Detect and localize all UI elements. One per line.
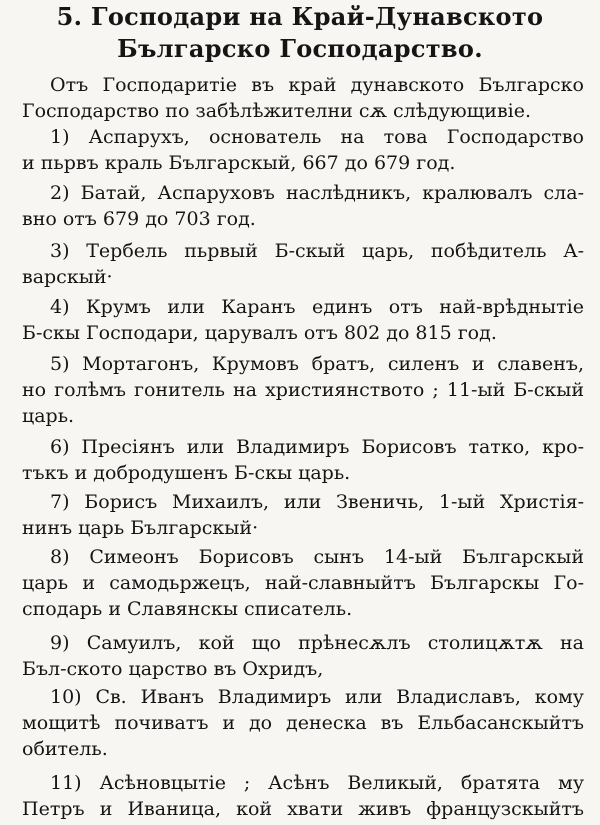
entry-line: царь и самодьржецъ, най-славныйтъ Българскы Го-: [22, 572, 584, 594]
intro-line: Отъ Господаритіе въ край дунавското Българско: [50, 74, 584, 96]
entry-line: и пьрвъ краль Българскый, 667 до 679 год.: [22, 152, 456, 174]
entry-line: но голѣмъ гонитель на християнството ; 11-ый Б-скый: [22, 379, 584, 401]
entry-line: 7) Борисъ Михаилъ, или Звеничь, 1-ый Христія-: [50, 491, 584, 513]
entry-line: Б-скы Господари, царувалъ отъ 802 до 815 год.: [22, 322, 497, 344]
entry-line: вно отъ 679 до 703 год.: [22, 208, 256, 230]
entry-line: 6) Пресіянъ или Владимиръ Борисовъ татко, кро-: [50, 436, 584, 458]
entry-line: 9) Самуилъ, кой що прѣнесѫлъ столицѫтѫ на: [50, 632, 584, 654]
entry-line: обитель.: [22, 738, 108, 760]
entry-line: 4) Крумъ или Каранъ единъ отъ най-врѣднытіе: [50, 296, 584, 318]
entry-line: 2) Батай, Аспаруховъ наслѣдникъ, кралювалъ сла-: [50, 182, 584, 204]
entry-line: 5) Мортагонъ, Крумовъ братъ, силенъ и славенъ,: [50, 353, 584, 375]
entry-line: тъкъ и добродушенъ Б-скы царь.: [22, 462, 351, 484]
entry-line: сподарь и Славянскы списатель.: [22, 598, 353, 620]
entry-line: 10) Св. Иванъ Владимиръ или Владиславъ, кому: [50, 686, 584, 708]
entry-line: варскый·: [22, 266, 113, 288]
heading-line-2: Българско Господарство.: [117, 34, 483, 63]
entry-line: 11) Асѣновцытіе ; Асѣнъ Великый, братята му: [50, 772, 584, 794]
heading-line-1: 5. Господари на Край-Дунавското: [56, 2, 544, 31]
entry-line: Петръ и Иваница, кой хвати живъ французскыйтъ: [22, 798, 584, 820]
entry-line: 1) Аспарухъ, основатель на това Господарство: [50, 126, 584, 148]
entry-line: 3) Тербель пьрвый Б-скый царь, побѣдитель А-: [50, 240, 584, 262]
entry-line: Бъл-ското царство въ Охридъ,: [22, 658, 324, 680]
intro-line: Господарство по забѣлѣжителни сѫ слѣдующивіе.: [22, 100, 532, 122]
entry-line: 8) Симеонъ Борисовъ сынъ 14-ый Българскый: [50, 546, 584, 568]
entry-line: нинъ царь Българскый·: [22, 517, 259, 539]
entry-line: мощитѣ почиватъ и до денеска въ Ельбасанскыйтъ: [22, 712, 584, 734]
entry-line: царь.: [22, 405, 75, 427]
